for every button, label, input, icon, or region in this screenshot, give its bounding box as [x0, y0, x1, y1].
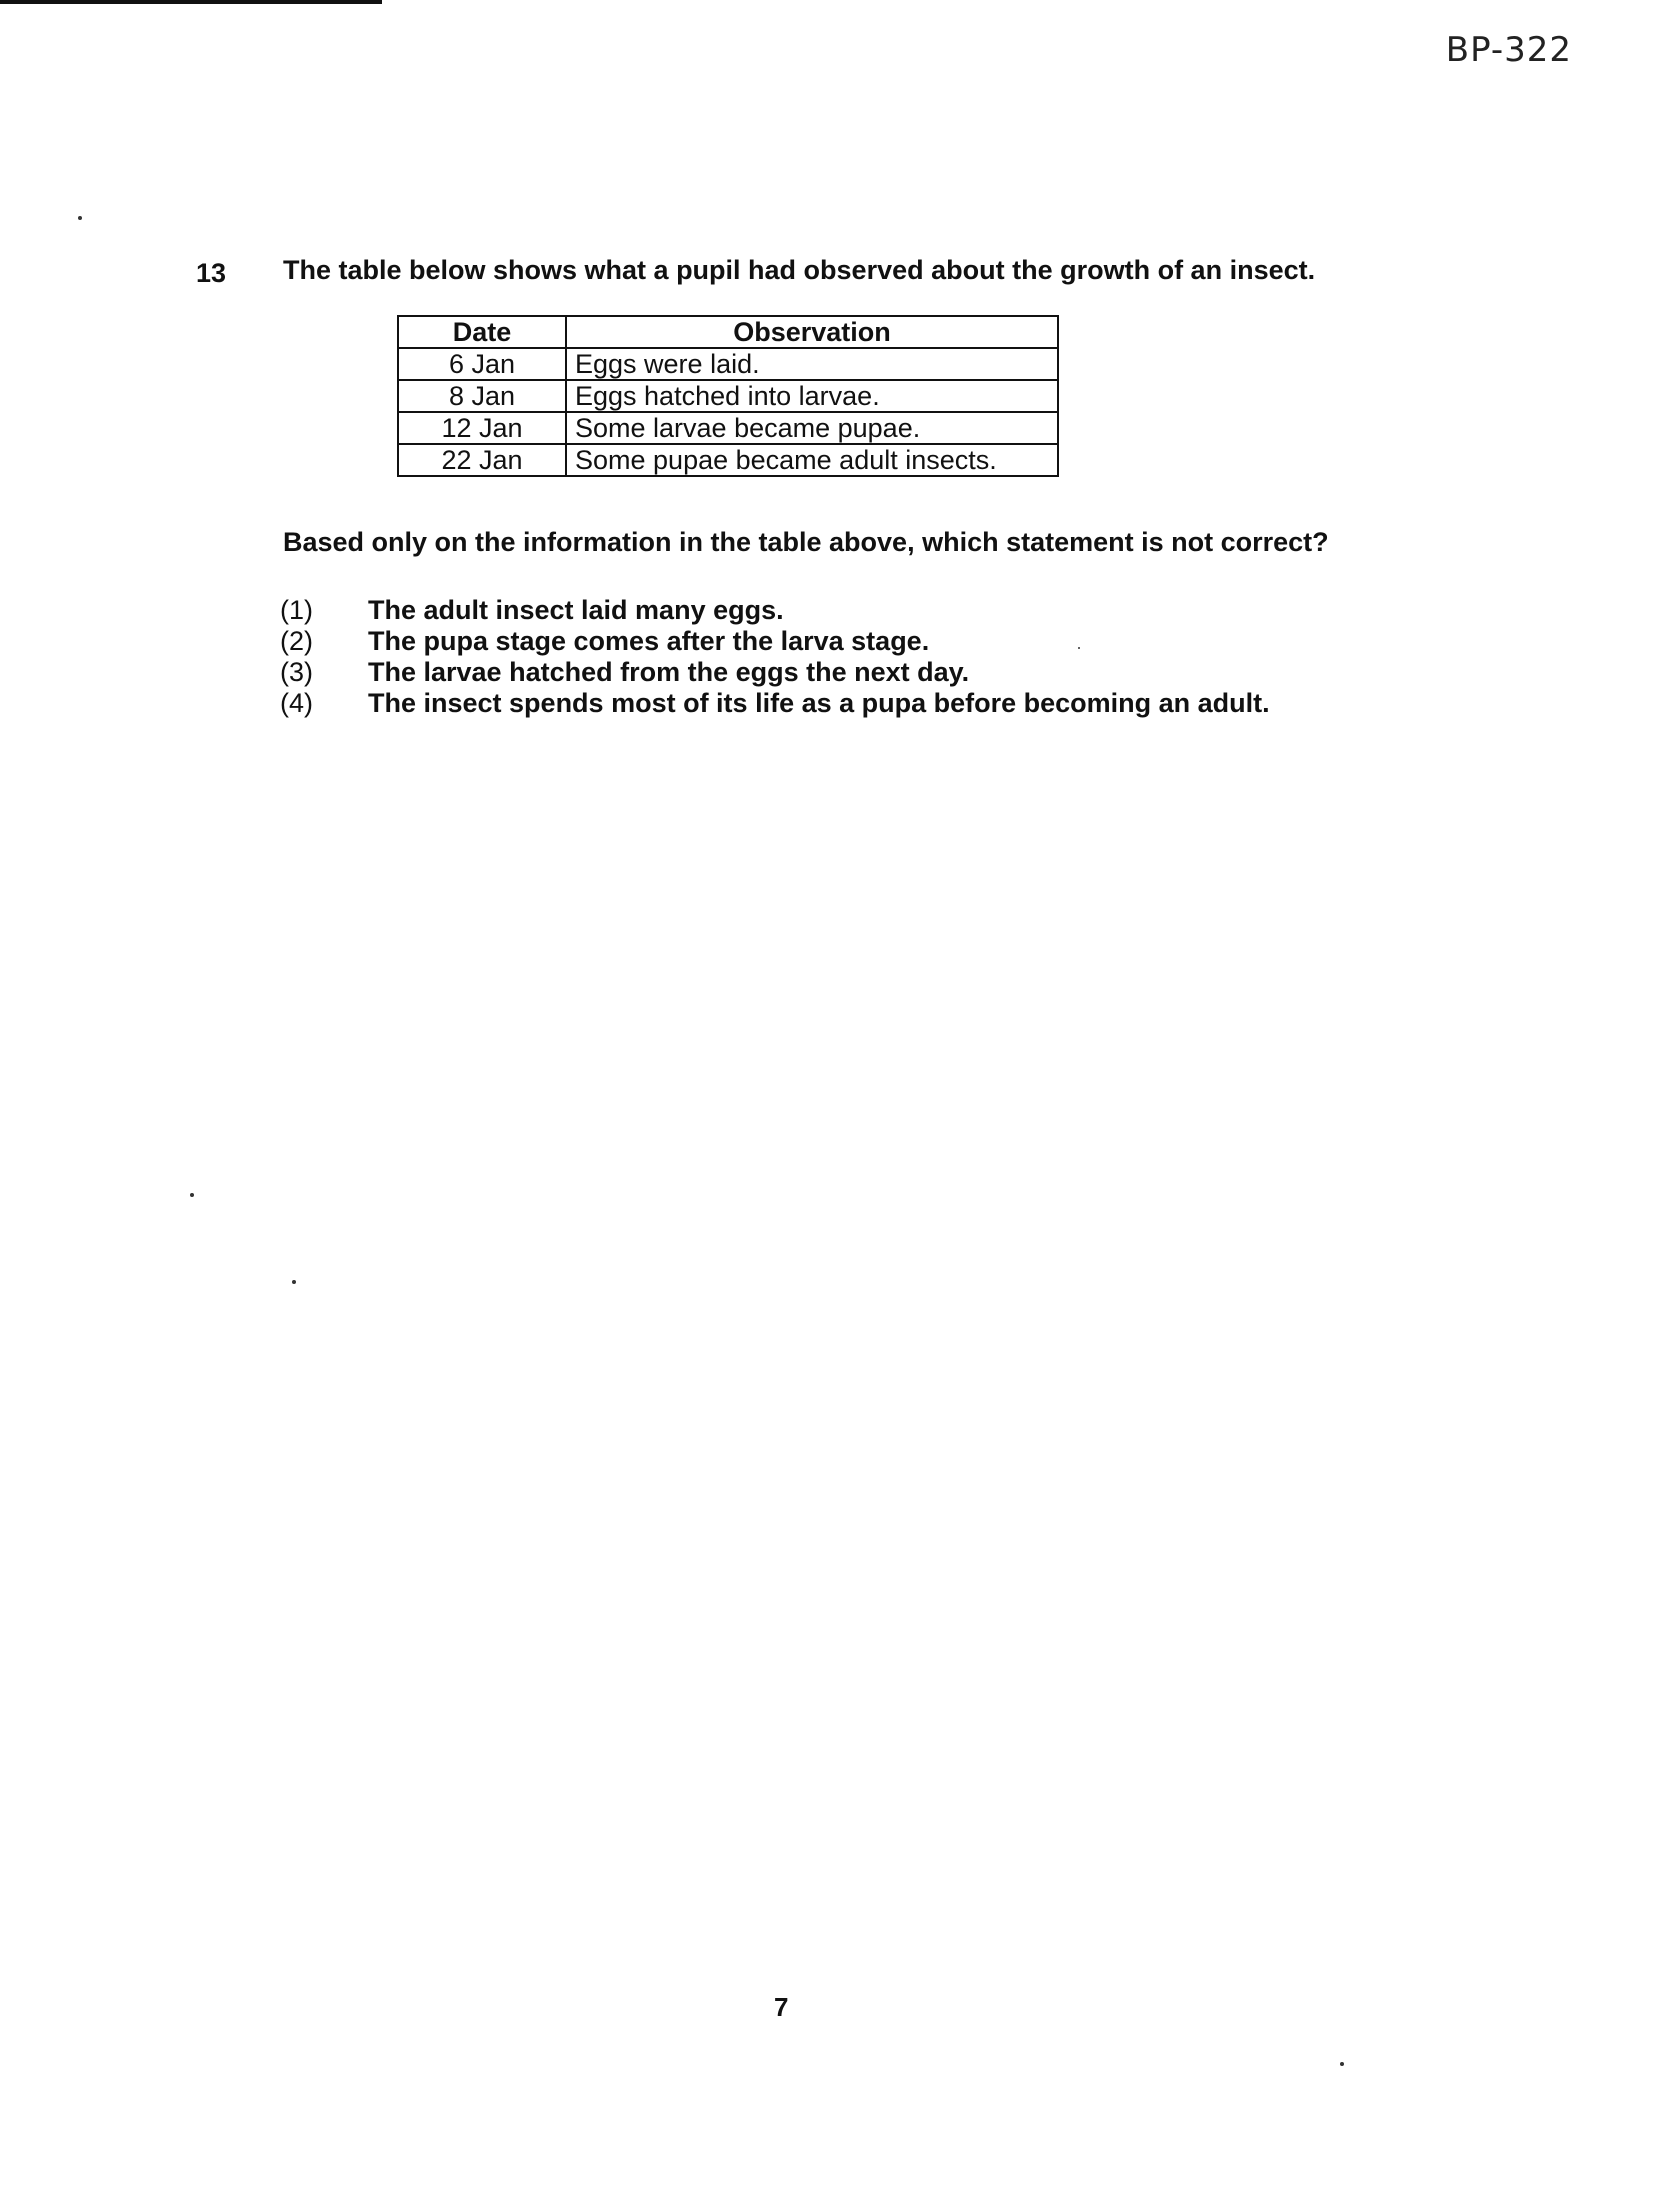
- page-code: BP-322: [1445, 30, 1572, 70]
- top-rule: [0, 0, 382, 4]
- date-cell: 22 Jan: [398, 444, 566, 476]
- scan-speck: [292, 1280, 296, 1284]
- scan-speck: [1078, 647, 1080, 649]
- option-text: The pupa stage comes after the larva stage.: [368, 626, 930, 656]
- scan-speck: [78, 216, 82, 220]
- option-text: The larvae hatched from the eggs the next day.: [368, 657, 970, 687]
- prompt-text-start: Based only on the information in the table above, which statement is: [283, 527, 1172, 557]
- observation-table: [397, 315, 1059, 477]
- date-cell: 12 Jan: [398, 412, 566, 444]
- table-row: [398, 380, 1058, 412]
- option-text: The adult insect laid many eggs.: [368, 595, 784, 625]
- date-cell: 8 Jan: [398, 380, 566, 412]
- table-row: [398, 412, 1058, 444]
- observation-cell: Eggs hatched into larvae.: [566, 380, 1058, 412]
- question-number: 13: [196, 258, 227, 288]
- scan-speck: [1340, 2062, 1344, 2066]
- date-cell: 6 Jan: [398, 348, 566, 380]
- observation-cell: Eggs were laid.: [566, 348, 1058, 380]
- option-number: (3): [280, 657, 313, 687]
- answer-option-4: [280, 688, 1270, 719]
- table-header-row: [398, 316, 1058, 348]
- answer-option-3: [280, 657, 1270, 688]
- page-number: 7: [774, 1992, 789, 2022]
- date-column-header: Date: [398, 316, 566, 348]
- option-number: (2): [280, 626, 313, 656]
- prompt-emphasis: not: [1171, 527, 1214, 557]
- question-prompt: [283, 527, 1329, 558]
- observation-column-header: Observation: [566, 316, 1058, 348]
- option-number: (4): [280, 688, 313, 718]
- table-row: [398, 348, 1058, 380]
- table-row: [398, 444, 1058, 476]
- scan-speck: [190, 1193, 194, 1197]
- option-number: (1): [280, 595, 313, 625]
- prompt-text-end: correct?: [1213, 527, 1329, 557]
- observation-cell: Some pupae became adult insects.: [566, 444, 1058, 476]
- answer-option-2: [280, 626, 1270, 657]
- answer-option-1: [280, 595, 1270, 626]
- question-stem: The table below shows what a pupil had observed about the growth of an insect.: [283, 255, 1316, 285]
- option-text: The insect spends most of its life as a pupa before becoming an adult.: [368, 688, 1270, 718]
- answer-options: [280, 595, 1270, 719]
- observation-cell: Some larvae became pupae.: [566, 412, 1058, 444]
